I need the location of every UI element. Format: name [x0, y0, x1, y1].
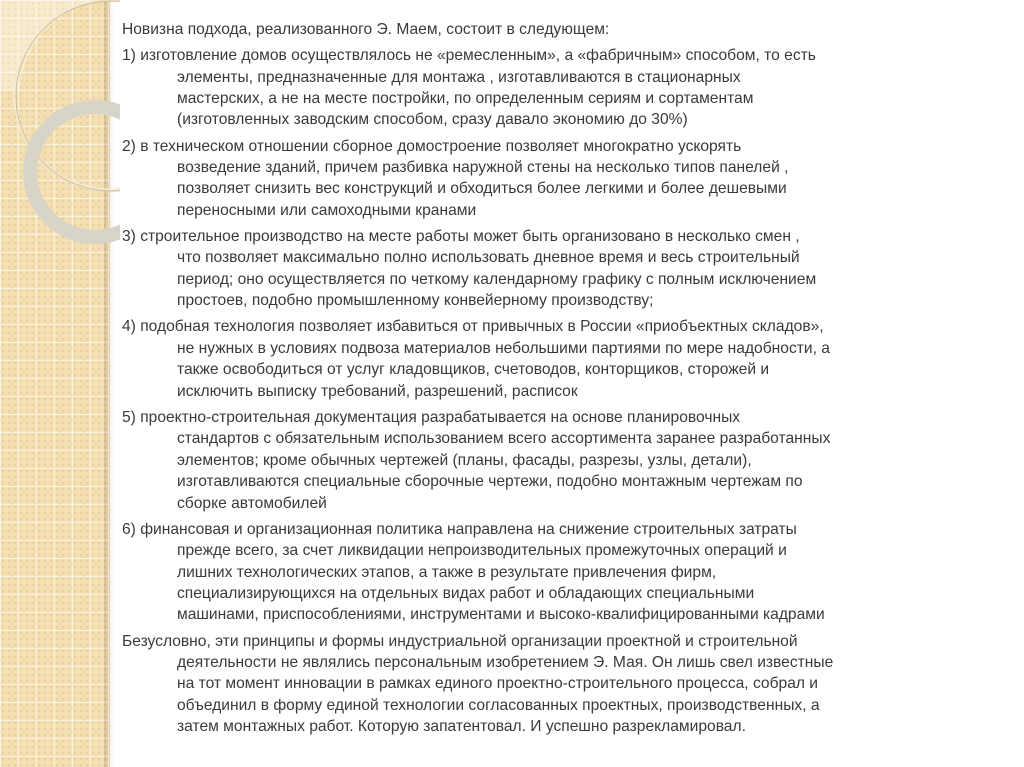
text-line: также освободиться от услуг кладовщиков, счетоводов, конторщиков, сторожей и — [177, 361, 770, 379]
list-paragraph — [122, 45, 1022, 131]
text-line: на тот момент инновации в рамках единого проектно-строительного процесса, собрал и — [177, 675, 819, 693]
text-line: элементы, предназначенные для монтажа , изготавливаются в стационарных — [177, 68, 741, 86]
text-line: затем монтажных работ. Которую запатентовал. И успешно разрекламировал. — [177, 718, 746, 736]
list-paragraph — [122, 136, 1022, 222]
text-line: изготавливаются специальные сборочные чертежи, подобно монтажным чертежам по — [177, 473, 803, 491]
text-line: возведение зданий, причем разбивка наружной стены на несколько типов панелей , — [177, 159, 789, 177]
text-line: Новизна подхода, реализованного Э. Маем, состоит в следующем: — [122, 21, 610, 38]
text-line: 5) проектно-строительная документация разрабатывается на основе планировочных — [122, 408, 741, 426]
text-line: специализирующихся на отдельных видах работ и обладающих специальными — [177, 584, 755, 602]
text-line: не нужных в условиях подвоза материалов небольшими партиями по мере надобности, а — [177, 339, 830, 357]
text-line: 1) изготовление домов осуществлялось не «ремесленным», а «фабричным» способом, то есть — [122, 47, 816, 65]
text-line: стандартов с обязательным использованием всего ассортимента заранее разработанных — [177, 430, 831, 448]
text-line: деятельности не являлись персональным изобретением Э. Мая. Он лишь свел известные — [177, 653, 834, 671]
text-line: простоев, подобно промышленному конвейерному производству; — [177, 292, 654, 310]
text-line: лишних технологических этапов, а также в результате привлечения фирм, — [177, 563, 717, 581]
text-line: исключить выписку требований, разрешений, расписок — [177, 382, 578, 400]
text-line: 2) в техническом отношении сборное домостроение позволяет многократно ускорять — [122, 137, 742, 155]
decorative-rings — [0, 0, 120, 330]
text-line: 6) финансовая и организационная политика направлена на снижение строительных затраты — [122, 520, 797, 538]
text-line: 4) подобная технология позволяет избавиться от привычных в России «приобъектных складов», — [122, 318, 824, 336]
intro-paragraph — [122, 19, 1022, 40]
text-line: (изготовленных заводским способом, сразу давало экономию до 30%) — [177, 111, 688, 129]
text-line: прежде всего, за счет ликвидации непроизводительных промежуточных операций и — [177, 542, 787, 560]
text-line: 3) строительное производство на месте работы может быть организовано в несколько смен , — [122, 228, 800, 246]
text-line: элементов; кроме обычных чертежей (планы, фасады, разрезы, узлы, детали), — [177, 451, 752, 469]
text-line: мастерских, а не на месте постройки, по определенным сериям и сортаментам — [177, 90, 754, 108]
text-line: переносными или самоходными кранами — [177, 201, 477, 219]
list-paragraph — [122, 519, 1022, 626]
slide-body — [122, 19, 1022, 742]
text-line: что позволяет максимально полно использовать дневное время и весь строительный — [177, 249, 800, 267]
text-line: период; оно осуществляется по четкому календарному графику с полным исключением — [177, 270, 817, 288]
text-line: Безусловно, эти принципы и формы индустриальной организации проектной и строительной — [122, 632, 798, 650]
list-paragraph — [122, 407, 1022, 514]
text-line: сборке автомобилей — [177, 494, 327, 512]
text-line: машинами, приспособлениями, инструментами и высоко-квалифицированными кадрами — [177, 606, 825, 624]
list-paragraph — [122, 631, 1022, 738]
list-paragraph — [122, 226, 1022, 312]
text-line: позволяет снизить вес конструкций и обходиться более легкими и более дешевыми — [177, 180, 787, 198]
text-line: объединил в форму единой технологии согласованных проектных, производственных, а — [177, 696, 820, 714]
list-paragraph — [122, 316, 1022, 402]
